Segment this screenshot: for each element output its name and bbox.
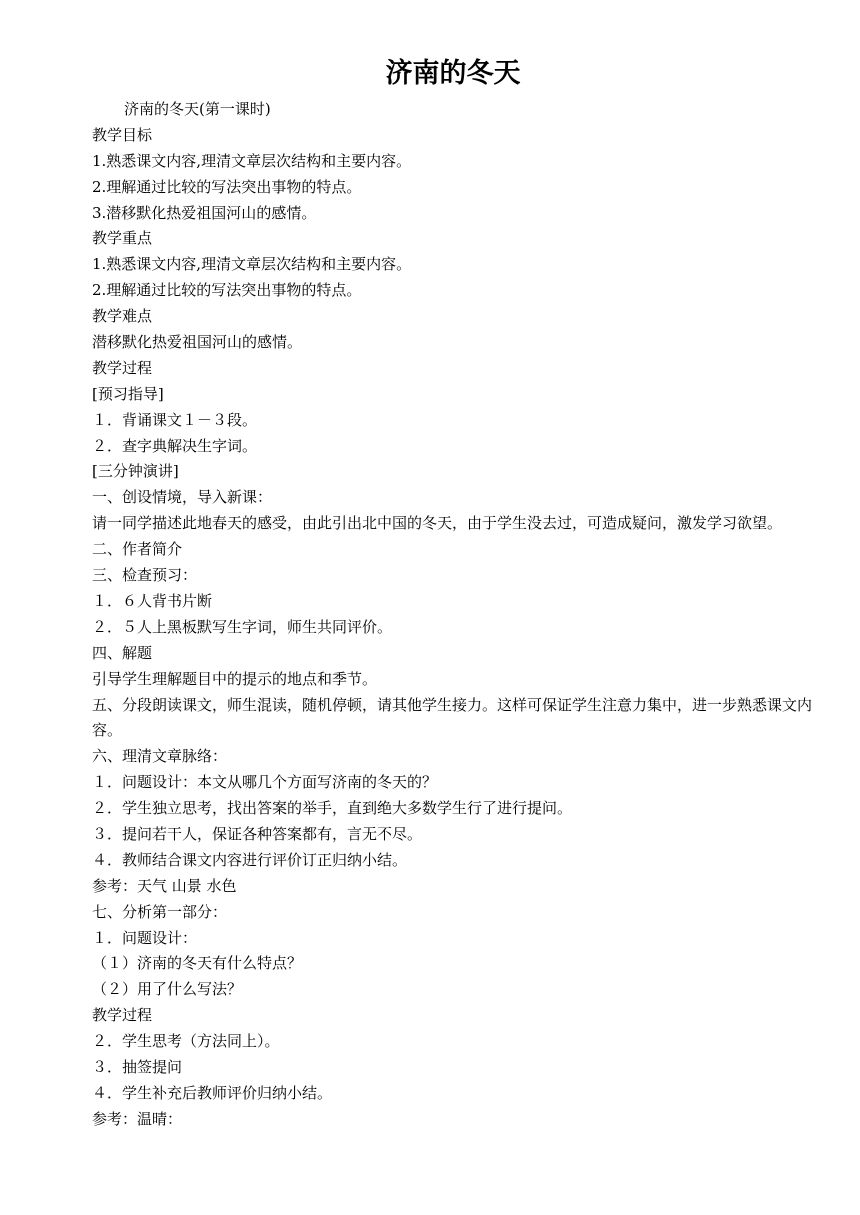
reference-line: 参考：天气 山景 水色 <box>92 876 237 895</box>
speech-heading: [三分钟演讲] <box>92 462 179 481</box>
list-item: １．问题设计：本文从哪几个方面写济南的冬天的？ <box>92 773 438 792</box>
list-item: １．背诵课文１－３段。 <box>92 410 258 429</box>
key-point-item: 1.熟悉课文内容,理清文章层次结构和主要内容。 <box>92 255 412 274</box>
section-heading-difficulties: 教学难点 <box>92 307 153 326</box>
step-heading: 四、解题 <box>92 643 153 662</box>
objective-item: 3.潜移默化热爱祖国河山的感情。 <box>92 203 317 222</box>
step-heading: 六、理清文章脉络： <box>92 747 228 766</box>
list-item: １．问题设计： <box>92 928 198 947</box>
list-item: ３．提问若干人，保证各种答案都有，言无不尽。 <box>92 824 423 843</box>
list-item: ２．学生独立思考，找出答案的举手，直到绝大多数学生行了进行提问。 <box>92 799 573 818</box>
sub-question: （２）用了什么写法？ <box>92 980 243 999</box>
list-item: １．６人背书片断 <box>92 591 213 610</box>
paragraph: 引导学生理解题目中的提示的地点和季节。 <box>92 669 378 688</box>
lesson-subtitle: 济南的冬天(第一课时) <box>124 100 271 118</box>
step-heading: 七、分析第一部分： <box>92 902 228 921</box>
section-heading-key-points: 教学重点 <box>92 229 153 248</box>
section-heading-process: 教学过程 <box>92 1006 153 1025</box>
document-title: 济南的冬天 <box>385 58 521 89</box>
step-heading: 三、检查预习： <box>92 566 198 585</box>
list-item: ３．抽签提问 <box>92 1058 183 1076</box>
list-item: ２．学生思考（方法同上）。 <box>92 1032 280 1051</box>
list-item: ２．查字典解决生字词。 <box>92 436 258 455</box>
key-point-item: 2.理解通过比较的写法突出事物的特点。 <box>92 281 362 300</box>
list-item: ４．学生补充后教师评价归纳小结。 <box>92 1083 333 1102</box>
step-heading: 二、作者简介 <box>92 540 183 559</box>
section-heading-objectives: 教学目标 <box>92 125 153 144</box>
difficulty-item: 潜移默化热爱祖国河山的感情。 <box>92 333 303 352</box>
list-item: ４．教师结合课文内容进行评价订正归纳小结。 <box>92 850 408 869</box>
preview-guide-heading: [预习指导] <box>92 384 164 403</box>
section-heading-process: 教学过程 <box>92 358 153 377</box>
objective-item: 1.熟悉课文内容,理清文章层次结构和主要内容。 <box>92 151 412 170</box>
document-body <box>92 97 816 1133</box>
step-heading: 一、创设情境，导入新课： <box>92 488 273 507</box>
sub-question: （１）济南的冬天有什么特点？ <box>92 954 303 973</box>
reference-line: 参考：温晴： <box>92 1109 183 1128</box>
paragraph: 请一同学描述此地春天的感受，由此引出北中国的冬天，由于学生没去过，可造成疑问，激发学习欲望。 <box>92 514 783 533</box>
step-paragraph: 五、分段朗读课文，师生混读，随机停顿，请其他学生接力。这样可保证学生注意力集中，进一步熟悉课文内容。 <box>92 695 813 740</box>
objective-item: 2.理解通过比较的写法突出事物的特点。 <box>92 177 362 196</box>
list-item: ２．５人上黑板默写生字词，师生共同评价。 <box>92 617 393 636</box>
